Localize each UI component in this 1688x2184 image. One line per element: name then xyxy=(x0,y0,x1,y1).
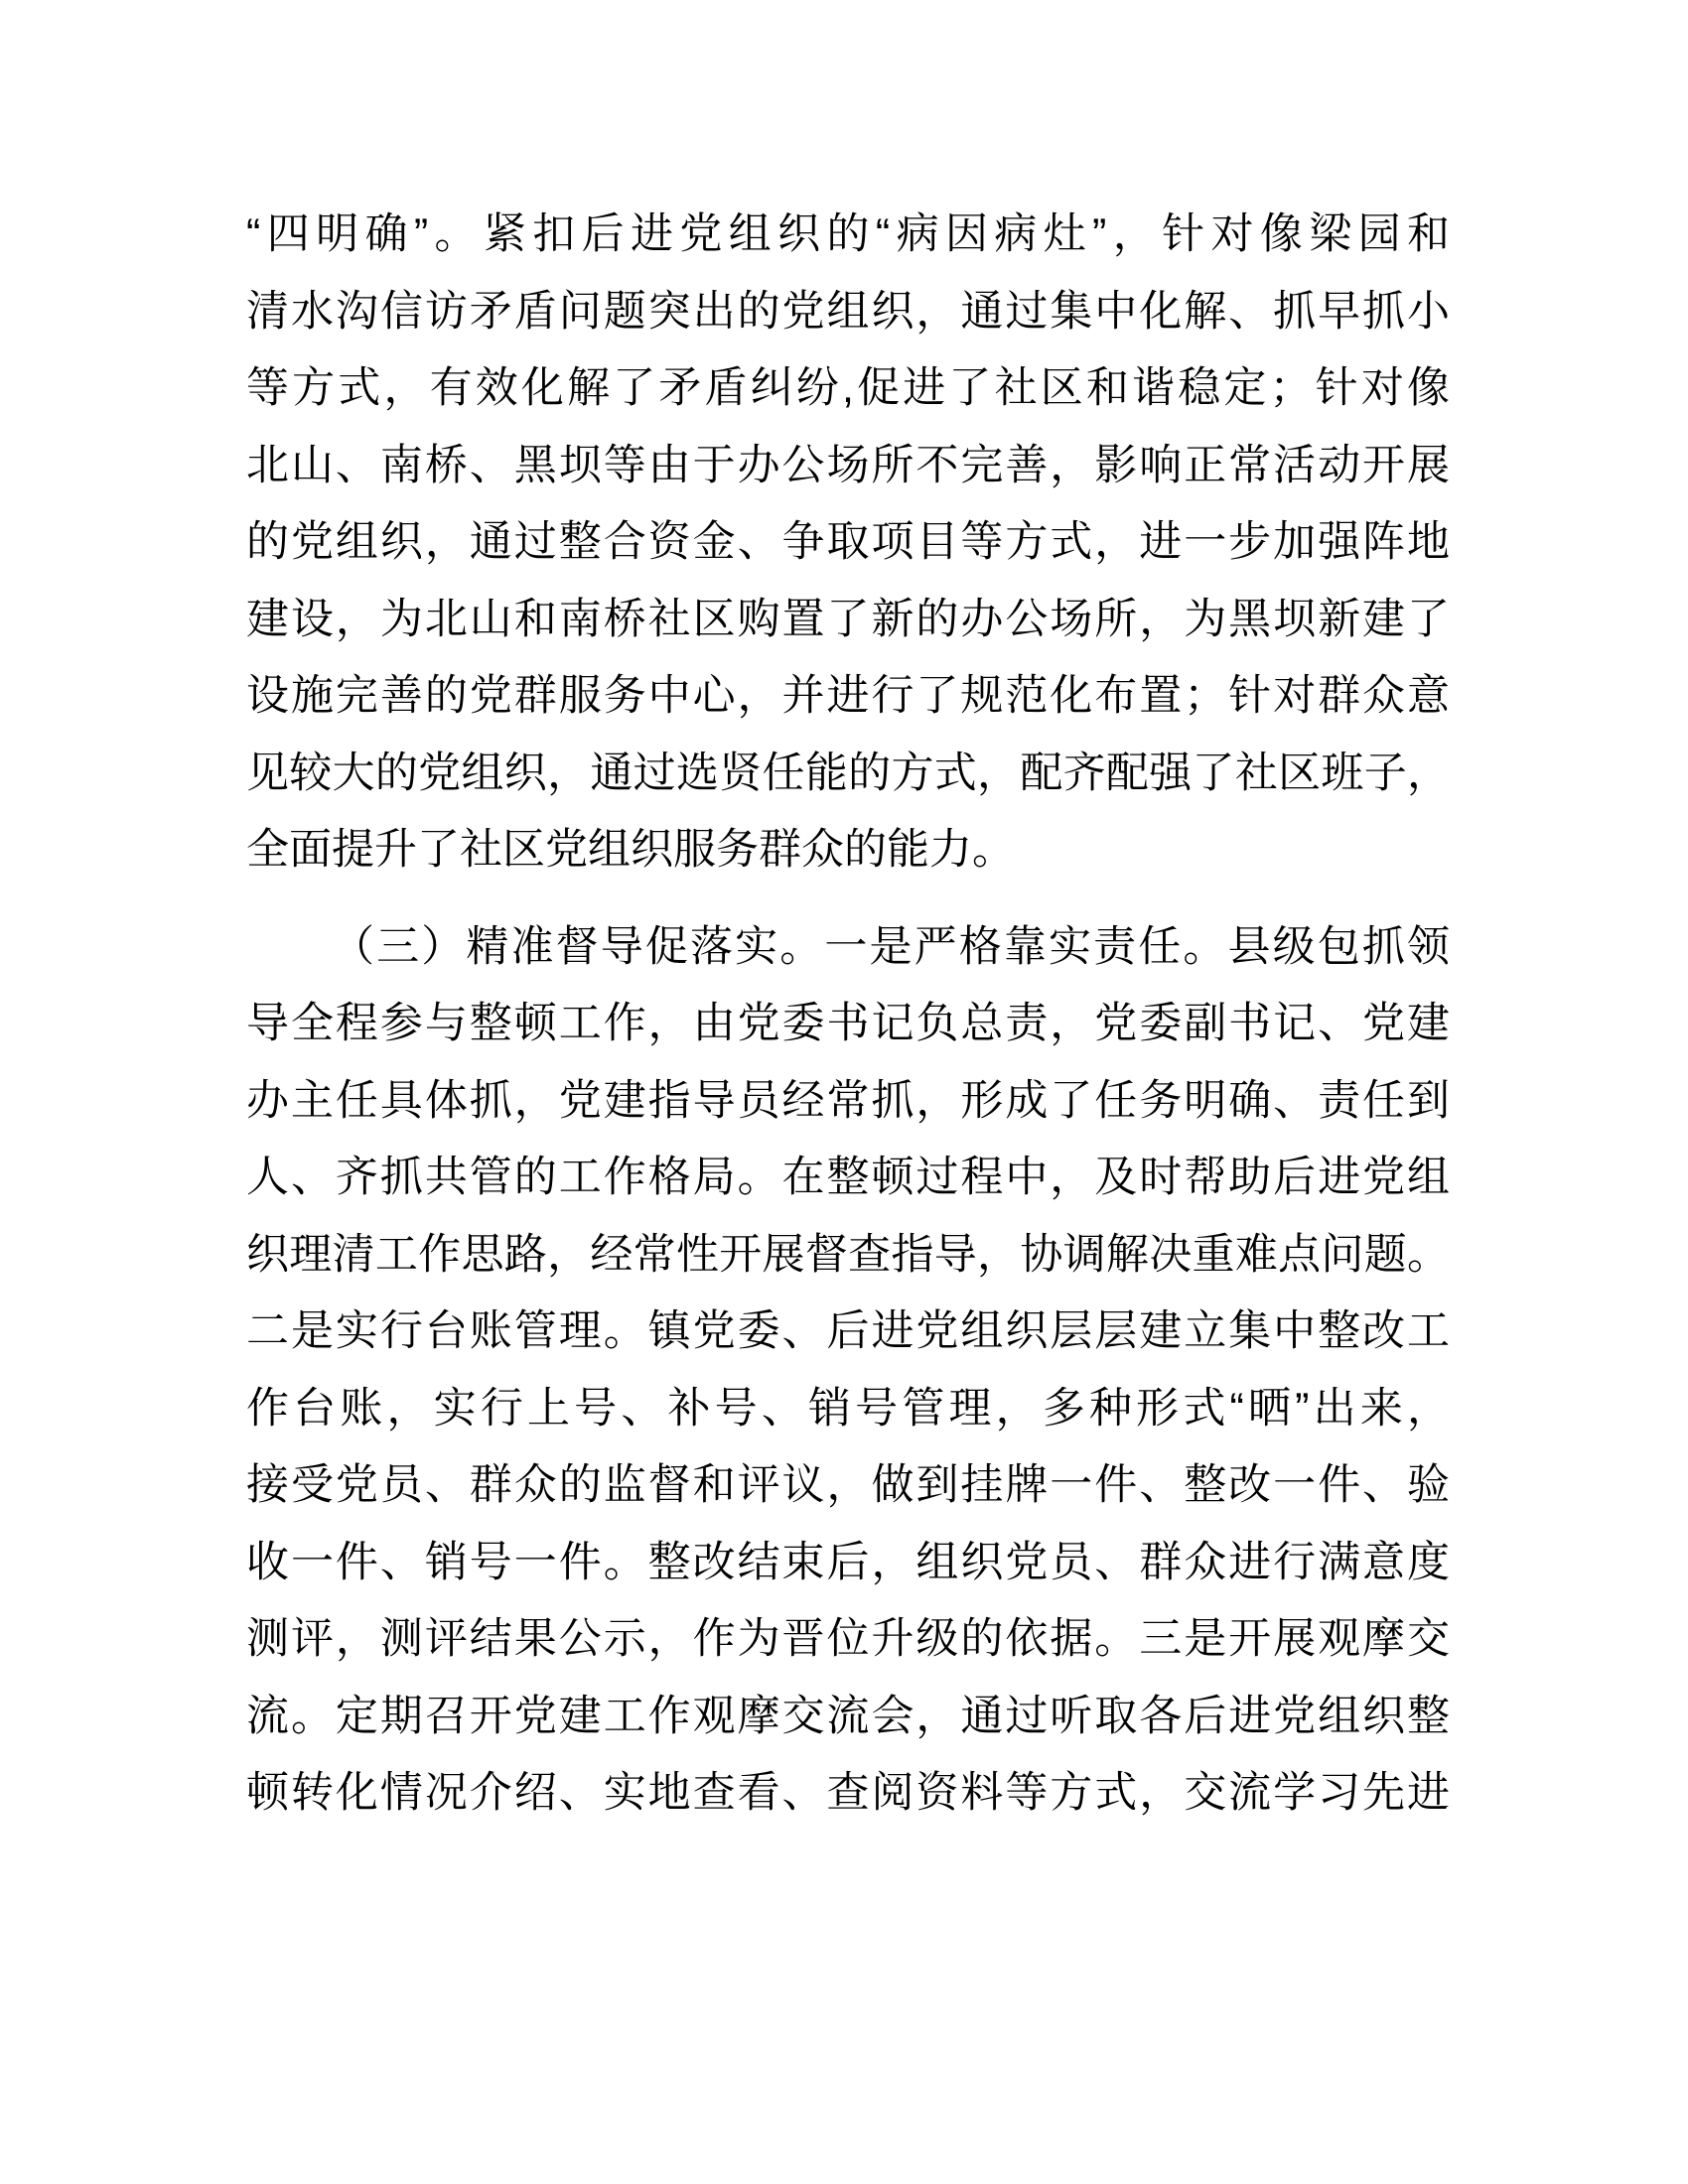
text-line: 的党组织，通过整合资金、争取项目等方式，进一步加强阵地 xyxy=(246,518,1450,566)
text-line: 建设，为北山和南桥社区购置了新的办公场所，为黑坝新建了 xyxy=(246,595,1450,643)
text-line: 导全程参与整顿工作，由党委书记负总责，党委副书记、党建 xyxy=(246,1000,1450,1047)
text-line: 接受党员、群众的监督和评议，做到挂牌一件、整改一件、验 xyxy=(246,1461,1450,1509)
text-line: 顿转化情况介绍、实地查看、查阅资料等方式，交流学习先进 xyxy=(246,1769,1450,1817)
paragraph-section-three xyxy=(246,909,1450,1833)
text-line: 人、齐抓共管的工作格局。在整顿过程中，及时帮助后进党组 xyxy=(246,1154,1450,1201)
text-line: 流。定期召开党建工作观摩交流会，通过听取各后进党组织整 xyxy=(246,1692,1450,1740)
text-line: 作台账，实行上号、补号、销号管理，多种形式“晒”出来， xyxy=(246,1384,1450,1433)
text-line: 收一件、销号一件。整改结束后，组织党员、群众进行满意度 xyxy=(246,1538,1450,1586)
paragraph-continuation xyxy=(246,197,1450,889)
text-line: 设施完善的党群服务中心，并进行了规范化布置；针对群众意 xyxy=(246,672,1450,720)
text-line: “四明确”。紧扣后进党组织的“病因病灶”，针对像梁园和 xyxy=(246,210,1450,258)
text-line: 全面提升了社区党组织服务群众的能力。 xyxy=(246,826,1015,874)
document-body xyxy=(246,197,1450,1833)
text-line: 清水沟信访矛盾问题突出的党组织，通过集中化解、抓早抓小 xyxy=(246,287,1450,336)
text-line: 北山、南桥、黑坝等由于办公场所不完善，影响正常活动开展 xyxy=(246,441,1450,489)
text-line: 等方式，有效化解了矛盾纠纷,促进了社区和谐稳定；针对像 xyxy=(246,364,1450,412)
text-line: 见较大的党组织，通过选贤任能的方式，配齐配强了社区班子， xyxy=(246,749,1450,797)
text-line: 办主任具体抓，党建指导员经常抓，形成了任务明确、责任到 xyxy=(246,1076,1450,1125)
text-line: （三）精准督导促落实。一是严格靠实责任。县级包抓领 xyxy=(332,922,1450,971)
text-line: 测评，测评结果公示，作为晋位升级的依据。三是开展观摩交 xyxy=(246,1615,1450,1663)
text-line: 织理清工作思路，经常性开展督查指导，协调解决重难点问题。 xyxy=(246,1230,1450,1279)
text-line: 二是实行台账管理。镇党委、后进党组织层层建立集中整改工 xyxy=(246,1307,1450,1355)
